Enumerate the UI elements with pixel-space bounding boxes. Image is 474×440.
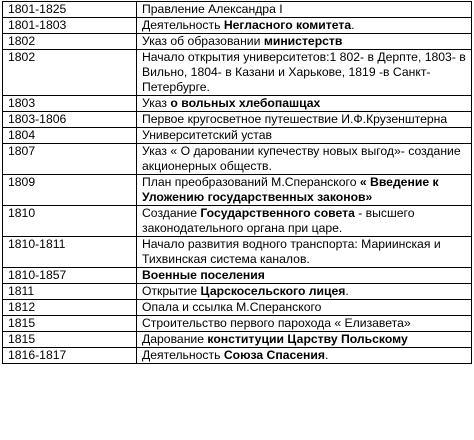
event-cell (137, 128, 472, 144)
table-row (3, 112, 472, 128)
year-cell: 1810 (3, 206, 137, 237)
event-text: Университетский устав (142, 128, 272, 142)
year-cell: 1815 (3, 332, 137, 348)
event-text: Указ об образовании (142, 34, 264, 48)
year-cell: 1815 (3, 316, 137, 332)
event-cell (137, 2, 472, 18)
event-cell (137, 268, 472, 284)
table-row (3, 332, 472, 348)
event-cell (137, 96, 472, 112)
event-text: Опала и ссылка М.Сперанского (142, 300, 322, 314)
event-cell (137, 18, 472, 34)
year-cell: 1812 (3, 300, 137, 316)
event-text: Указ (142, 96, 171, 110)
event-text-bold: Негласного комитета (223, 18, 352, 32)
event-text-bold: о вольных хлебопашцах (170, 96, 321, 110)
event-text: Деятельность (142, 348, 224, 362)
year-cell: 1803 (3, 96, 137, 112)
event-text-bold: « Введение к Уложению государственных законов» (142, 175, 439, 204)
table-row (3, 2, 472, 18)
year-cell: 1809 (3, 175, 137, 206)
table-row (3, 284, 472, 300)
table-row (3, 175, 472, 206)
year-cell: 1810-1857 (3, 268, 137, 284)
table-row (3, 206, 472, 237)
table-row (3, 348, 472, 364)
table-row (3, 34, 472, 50)
event-cell (137, 237, 472, 268)
year-cell: 1811 (3, 284, 137, 300)
table-row (3, 237, 472, 268)
event-text: . (345, 284, 349, 298)
event-text: Строительство первого парохода « Елизавета» (142, 316, 411, 330)
table-row (3, 18, 472, 34)
event-cell (137, 144, 472, 175)
year-cell: 1801-1825 (3, 2, 137, 18)
year-cell: 1802 (3, 50, 137, 96)
event-text: - высшего законодательного органа при царе. (142, 206, 415, 235)
event-cell (137, 348, 472, 364)
event-text: Открытие (142, 284, 201, 298)
year-cell: 1816-1817 (3, 348, 137, 364)
year-cell: 1801-1803 (3, 18, 137, 34)
event-text: Первое кругосветное путешествие И.Ф.Крузенштерна (142, 112, 448, 126)
table-row (3, 96, 472, 112)
event-cell (137, 316, 472, 332)
year-cell: 1802 (3, 34, 137, 50)
table-row (3, 300, 472, 316)
event-text: Правление Александра I (142, 2, 283, 16)
chronology-table (2, 1, 472, 364)
event-text: Дарование (142, 332, 208, 346)
table-row (3, 50, 472, 96)
event-cell (137, 175, 472, 206)
event-text-bold: Царскосельского лицея (200, 284, 346, 298)
event-text: План преобразований М.Сперанского (142, 175, 360, 189)
event-text: Начало открытия университетов:1 802- в Дерпте, 1803- в Вильно, 1804- в Казани и Харькове, 1819 -в Санкт-Петербурге. (142, 50, 466, 94)
event-text-bold: министерств (263, 34, 343, 48)
event-text: Создание (142, 206, 201, 220)
event-text-bold: Военные поселения (142, 268, 265, 282)
event-cell (137, 332, 472, 348)
event-text-bold: конституции Царству Польскому (207, 332, 408, 346)
chronology-rows (3, 2, 472, 364)
event-cell (137, 50, 472, 96)
event-text: . (351, 18, 355, 32)
event-text: . (325, 348, 329, 362)
table-row (3, 316, 472, 332)
year-cell: 1810-1811 (3, 237, 137, 268)
event-text: Начало развития водного транспорта: Мариинская и Тихвинская система каналов. (142, 237, 441, 266)
event-text: Указ « О даровании купечеству новых выгод»- создание акционерных обществ. (142, 144, 461, 173)
event-text-bold: Государственного совета (200, 206, 355, 220)
event-text-bold: Союза Спасения (223, 348, 326, 362)
event-cell (137, 34, 472, 50)
year-cell: 1807 (3, 144, 137, 175)
event-text: Деятельность (142, 18, 224, 32)
event-cell (137, 112, 472, 128)
table-row (3, 268, 472, 284)
year-cell: 1804 (3, 128, 137, 144)
event-cell (137, 284, 472, 300)
year-cell: 1803-1806 (3, 112, 137, 128)
table-row (3, 144, 472, 175)
event-cell (137, 300, 472, 316)
event-cell (137, 206, 472, 237)
table-row (3, 128, 472, 144)
